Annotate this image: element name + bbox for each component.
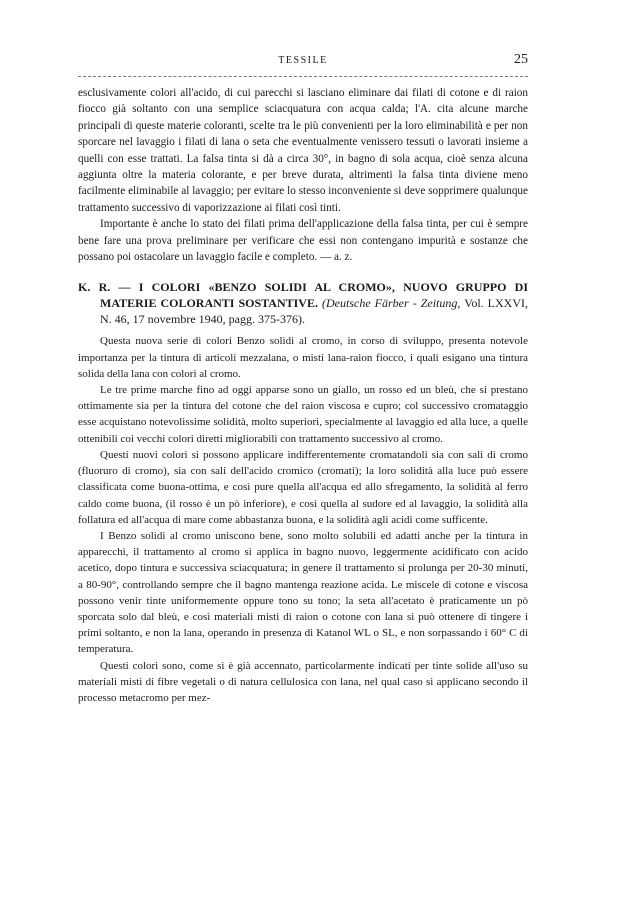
intro-paragraph-continued: esclusivamente colori all'acido, di cui parecchi si lasciano eliminare dai filati di cotone e di raion fiocco già soltanto con una semplice sciacquatura con acqua calda; l'A. cita alcune marche principali di queste materie coloranti, scelte tra le più convenienti per la loro eliminabilità e per non sporcare nel lavaggio i filati di lana o seta che eventualmente venissero tessuti o lavorati insieme a quelli con esse trattati. La falsa tinta si dà a circa 30°, in bagno di sola acqua, cioè senza alcuna aggiunta oltre la materia colorante, e per breve durata, altrimenti la falsa tinta diviene meno facilmente eliminabile al lavaggio; per evitare lo stesso inconveniente si deve sopprimere qualunque trattamento successivo di vaporizzazione ai filati così tinti. [78,87,528,214]
page-content [78,85,528,706]
header-rule [78,76,528,77]
intro-paragraph-closing: Importante è anche lo stato dei filati prima dell'applicazione della falsa tinta, per cui è sempre bene fare una prova preliminare per verificare che essi non contengano impurità e sostanze che possano poi ostacolare un lavaggio facile e completo. — a. z. [78,218,528,264]
article-paragraph: I Benzo solidi al cromo uniscono bene, sono molto solubili ed adatti anche per la tintura in apparecchi, il trattamento al cromo si applica in bagno nuovo, leggermente acidificato con acido acetico, dopo tintura e successiva sciacquatura; in genere il trattamento si prolunga per 20-30 minuti, a 80-90°, controllando sempre che il bagno mantenga reazione acida. Le miscele di cotone e viscosa possono venir tinte uniformemente oppure tono su tono; la seta all'acetato è praticamente un pò sporcata solo dal bleù, e così materiali misti di raion o cotone con lana si può ottenere di tingere i primi soltanto, e non la lana, operando in presenza di Katanol WL o SL, e non sorpassando i 60° C di temperatura. [78,529,528,656]
article-source: (Deutsche Färber - Zeitung, [322,296,461,311]
article-title: K. R. — I COLORI «BENZO SOLIDI AL CROMO», NUOVO GRUPPO DI MATERIE COLORANTI SOSTANTIVE. [78,280,528,311]
running-title: TESSILE [278,55,328,66]
article-paragraph: Questi colori sono, come si è già accennato, particolarmente indicati per tinte solide all'uso su materiali misti di fibre vegetali o di natura cellulosica con lana, nel qual caso si applicano secondo il processo metacromo per mez- [78,659,528,704]
article-paragraph: Questa nuova serie di colori Benzo solidi al cromo, in corso di sviluppo, presenta notevole importanza per la tintura di articoli mezzalana, o misti lana-raion fiocco, i quali esigano una tintura solida della lana con colori al cromo. [78,335,528,380]
article-reference: Vol. LXXVI, N. 46, 17 novembre 1940, pagg. 375-376). [100,296,529,327]
article-paragraph: Questi nuovi colori si possono applicare indifferentemente cromatandoli sia con sali di cromo (fluoruro di cromo), sia con sali dell'acido cromico (cromati); la loro solidità alla luce può essere classificata come buona-ottima, e così pure quella all'acqua ed allo sfregamento, la solidità al ferro caldo come buona, (il rosso è un pò inferiore), e così quella al sudore ed al lavaggio, la solidità alla follatura ed all'acqua di mare come abbastanza buona, e la solidità agli acidi come sufficente. [78,448,528,526]
article-body [78,333,528,706]
article-heading [78,279,528,327]
page-number: 25 [514,52,528,67]
article-paragraph: Le tre prime marche fino ad oggi apparse sono un giallo, un rosso ed un bleù, che si prestano ottimamente sia per la tintura del cotone che del raion viscosa e cupro; col successivo cromataggio esse acquistano notevolissime solidità, molto superiori, specialmente al lavaggio ed alla luce, a quelle ottenibili coi vecchi colori diretti migliorabili con trattamento successivo al cromo. [78,384,528,445]
page-header [78,52,528,72]
